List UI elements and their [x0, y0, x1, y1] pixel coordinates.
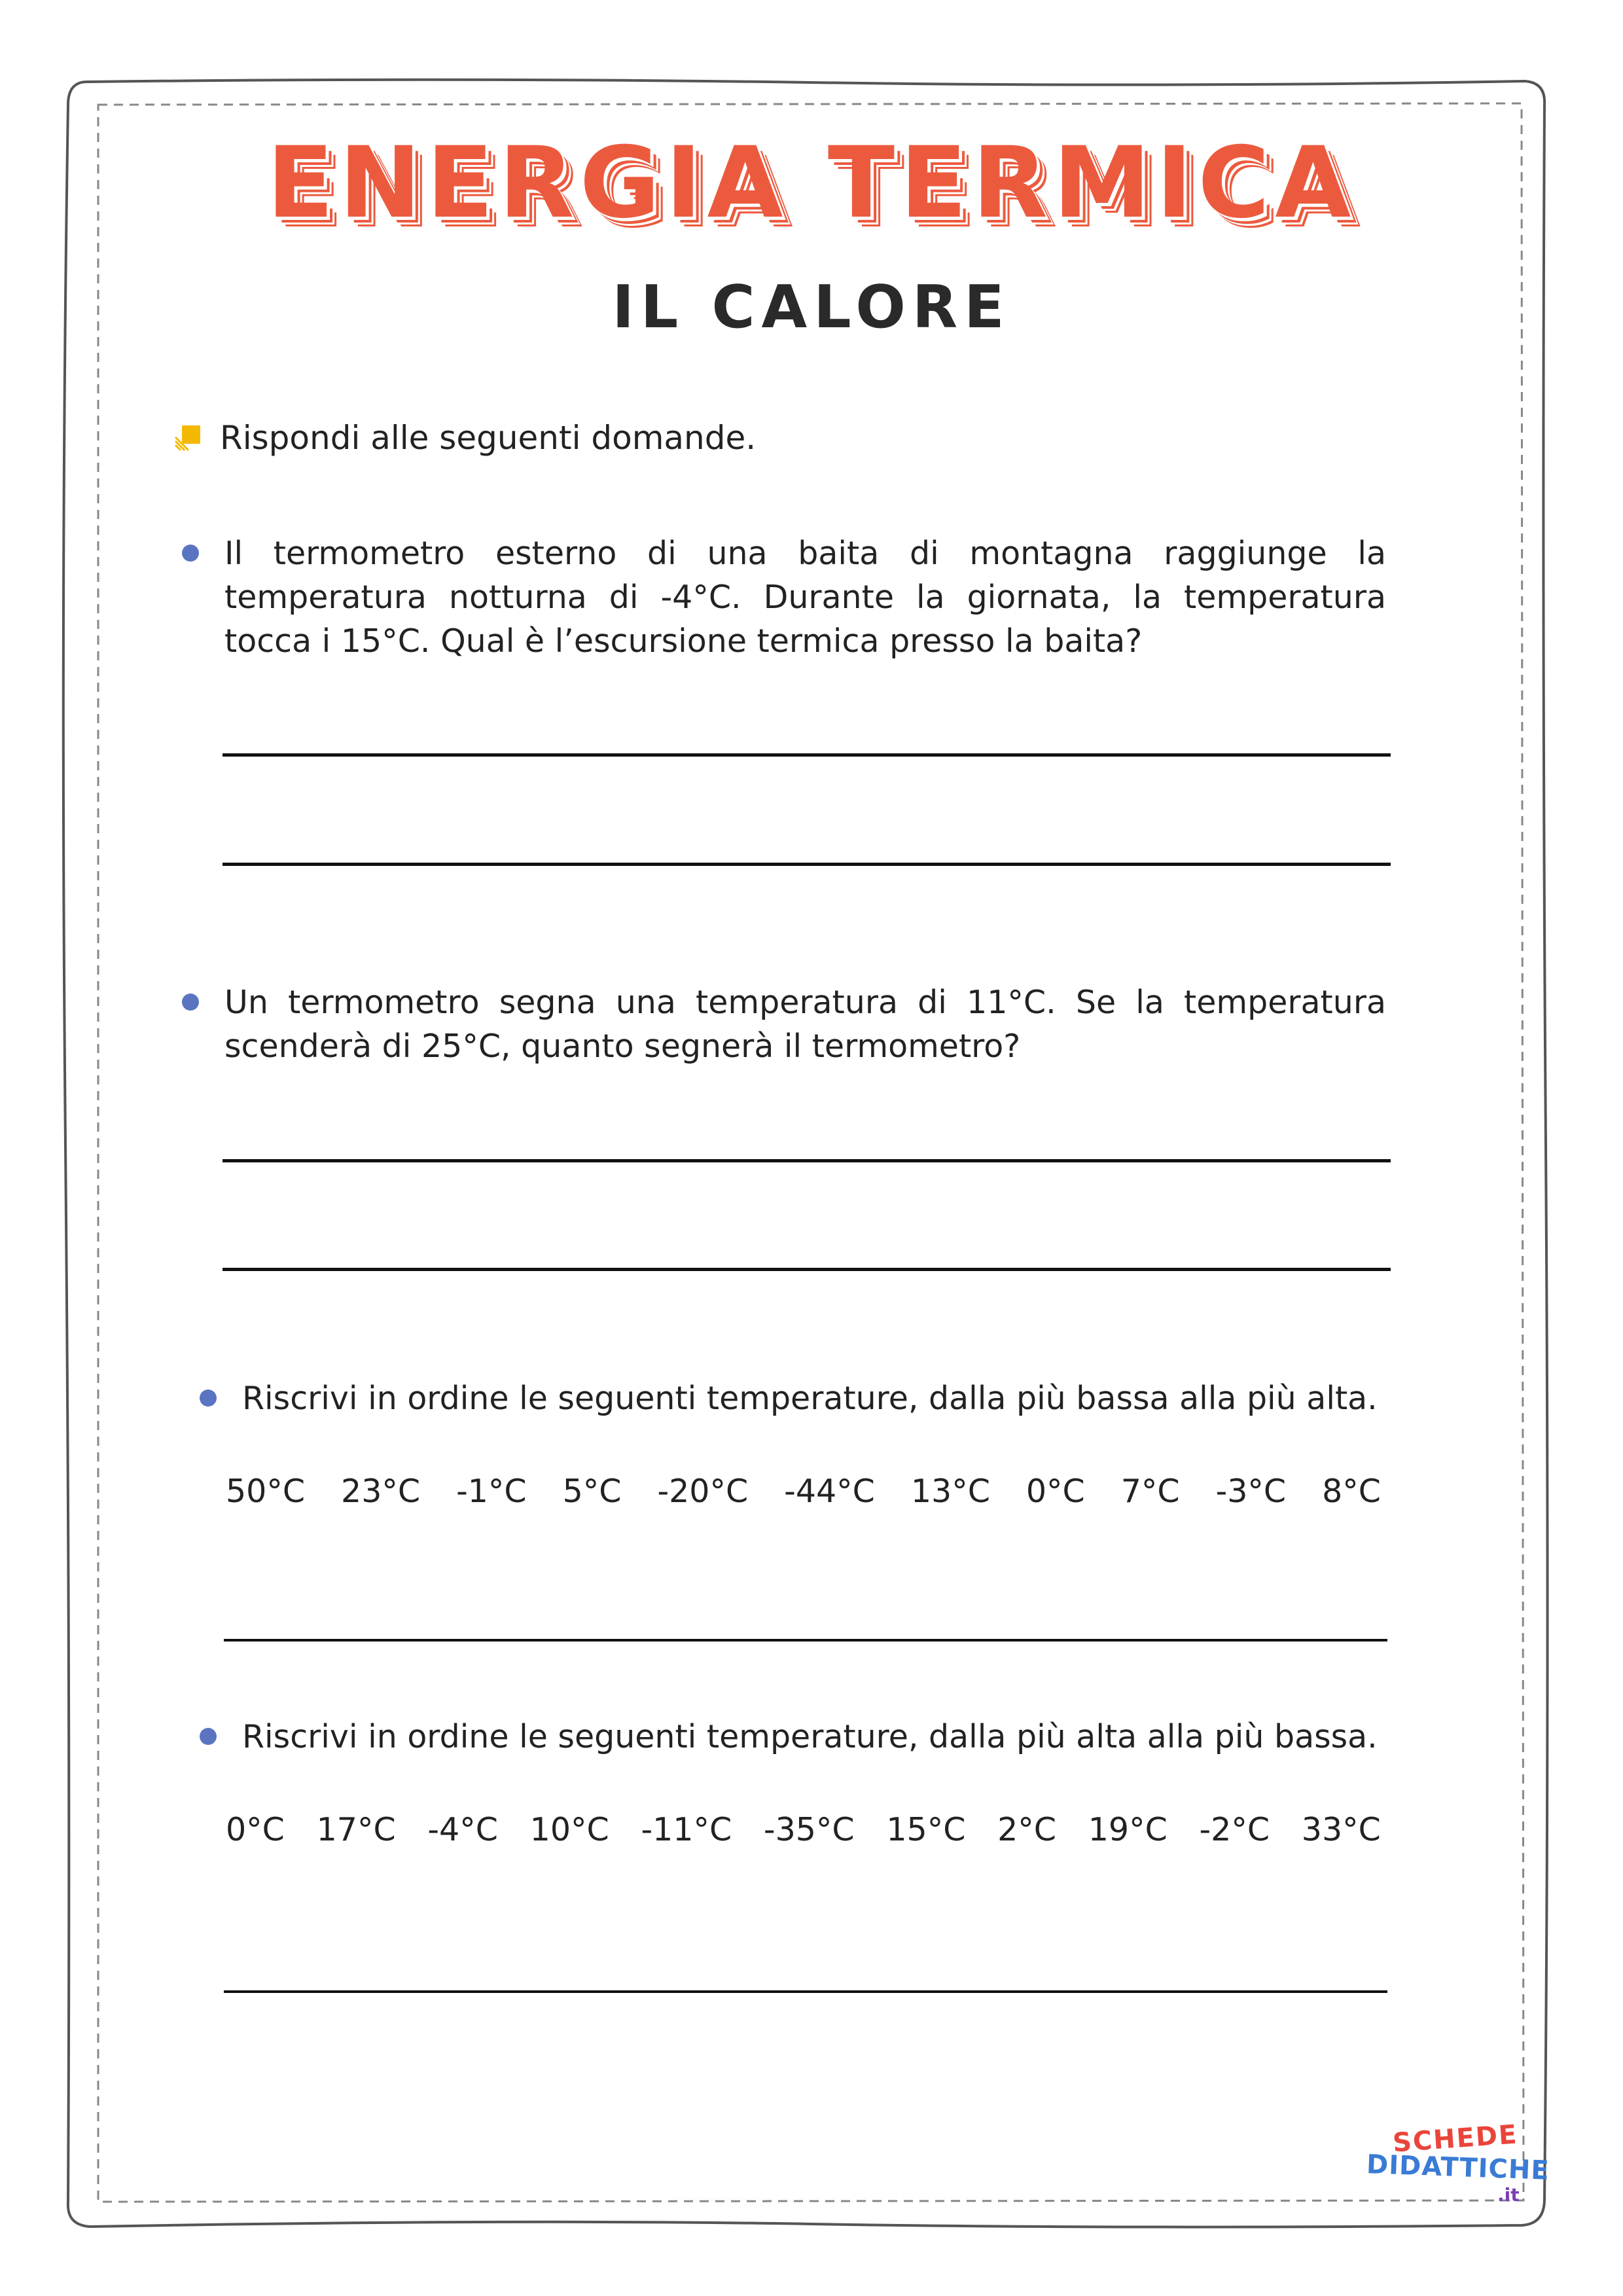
answer-line[interactable]	[224, 1990, 1387, 1993]
temperature-value: -3°C	[1215, 1473, 1287, 1510]
page-title: ENERGIA TERMICA	[266, 126, 1357, 240]
temperature-value: 17°C	[316, 1811, 396, 1848]
temperature-value: 0°C	[1026, 1473, 1085, 1510]
temperature-value: 33°C	[1301, 1811, 1381, 1848]
temperature-value: 8°C	[1322, 1473, 1381, 1510]
temperature-value: 5°C	[562, 1473, 622, 1510]
temperature-value: -11°C	[641, 1811, 732, 1848]
temperature-value: -1°C	[456, 1473, 527, 1510]
bullet-icon	[182, 545, 199, 562]
temperature-value: 15°C	[886, 1811, 966, 1848]
temperature-value: 50°C	[226, 1473, 306, 1510]
temperature-value: -44°C	[784, 1473, 875, 1510]
temperature-value: 13°C	[910, 1473, 990, 1510]
page-subtitle: IL CALORE	[612, 273, 1011, 342]
temperature-list	[226, 1473, 1381, 1510]
temperature-value: 19°C	[1088, 1811, 1168, 1848]
temperature-value: -2°C	[1199, 1811, 1270, 1848]
temperature-value: 10°C	[529, 1811, 609, 1848]
instruction	[174, 419, 756, 457]
answer-line[interactable]	[223, 1159, 1391, 1162]
sticky-note-icon	[174, 424, 202, 452]
question-3: Riscrivi in ordine le seguenti temperature, dalla più bassa alla più alta.	[242, 1380, 1378, 1417]
logo-line-2: DIDATTICHE	[1366, 2149, 1550, 2186]
temperature-value: 2°C	[997, 1811, 1057, 1848]
answer-line[interactable]	[224, 1639, 1387, 1641]
logo-suffix: .it	[1497, 2184, 1520, 2206]
bullet-icon	[182, 994, 199, 1011]
temperature-value: 0°C	[226, 1811, 285, 1848]
temperature-value: -4°C	[427, 1811, 498, 1848]
answer-line[interactable]	[223, 863, 1391, 866]
answer-line[interactable]	[223, 1268, 1391, 1271]
schede-didattiche-logo	[1366, 2119, 1550, 2209]
temperature-value: -20°C	[657, 1473, 749, 1510]
temperature-value: 23°C	[341, 1473, 421, 1510]
bullet-icon	[200, 1390, 217, 1407]
temperature-list	[226, 1811, 1381, 1848]
temperature-value: 7°C	[1120, 1473, 1180, 1510]
answer-line[interactable]	[223, 753, 1391, 757]
question-2: Un termometro segna una temperatura di 11°C. Se la temperatura scenderà di 25°C, quanto segnerà il termometro?	[224, 984, 1386, 1065]
instruction-text: Rispondi alle seguenti domande.	[220, 419, 757, 457]
question-4: Riscrivi in ordine le seguenti temperature, dalla più alta alla più bassa.	[242, 1718, 1378, 1755]
bullet-icon	[200, 1728, 217, 1745]
question-1: Il termometro esterno di una baita di montagna raggiunge la temperatura notturna di -4°C. Durante la giornata, la temperatura tocca i 15°C. Qual è l’escursione termica presso la baita?	[224, 535, 1386, 660]
temperature-value: -35°C	[763, 1811, 855, 1848]
logo-line-1: SCHEDE	[1391, 2119, 1519, 2159]
